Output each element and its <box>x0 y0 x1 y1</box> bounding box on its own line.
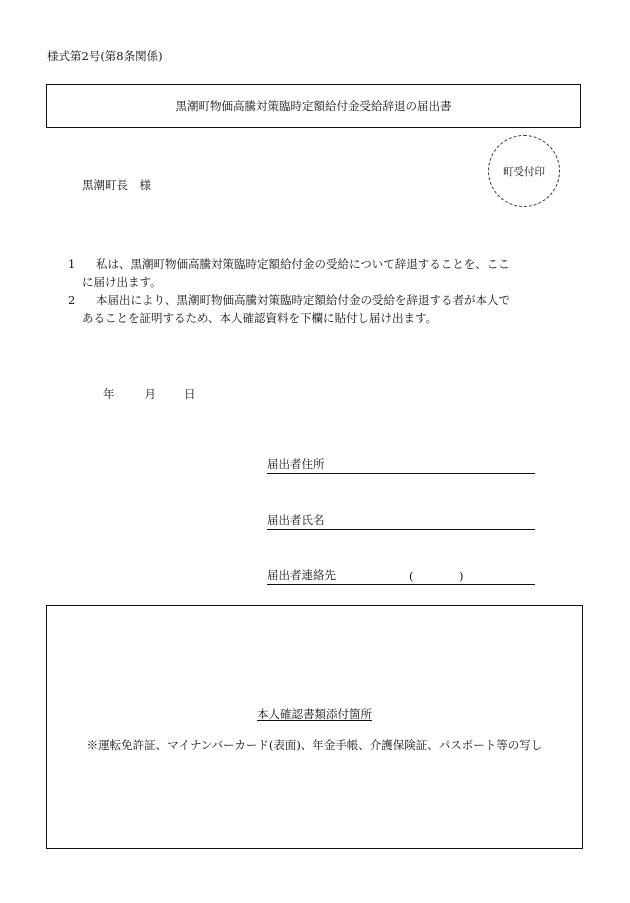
addressee: 黒潮町長 様 <box>82 178 151 192</box>
clause-1 <box>68 255 538 291</box>
date-year-label: 年 <box>103 387 115 401</box>
clause-text-line: に届け出ます。 <box>82 275 162 289</box>
address-field[interactable] <box>267 458 535 474</box>
contact-label: 届出者連絡先 <box>267 568 336 582</box>
clause-number: 2 <box>68 293 76 307</box>
clause-text-line: 私は、黒潮町物価高騰対策臨時定額給付金の受給について辞退することを、ここ <box>96 257 510 271</box>
clause-2 <box>68 291 538 327</box>
reception-stamp-circle <box>488 135 560 207</box>
id-section-note: ※運転免許証、マイナンバーカード(表面)、年金手帳、介護保険証、パスポート等の写し <box>86 738 543 752</box>
clause-text-line: 本届出により、黒潮町物価高騰対策臨時定額給付金の受給を辞退する者が本人で <box>96 293 510 307</box>
form-number: 様式第2号(第8条関係) <box>47 49 163 63</box>
name-field[interactable] <box>267 514 535 530</box>
name-label: 届出者氏名 <box>267 513 325 527</box>
clause-number: 1 <box>68 257 76 271</box>
date-month-label: 月 <box>144 387 156 401</box>
contact-paren-close: ) <box>459 569 464 583</box>
document-title-box <box>46 84 581 128</box>
contact-field[interactable] <box>267 569 535 585</box>
clause-text-line: あることを証明するため、本人確認資料を下欄に貼付し届け出ます。 <box>82 311 438 325</box>
reception-stamp-label: 町受付印 <box>503 165 545 178</box>
id-section-title: 本人確認書類添付箇所 <box>257 707 372 721</box>
address-label: 届出者住所 <box>267 457 325 471</box>
date-day-label: 日 <box>184 387 196 401</box>
document-title: 黒潮町物価高騰対策臨時定額給付金受給辞退の届出書 <box>175 99 452 113</box>
id-document-attachment-box <box>46 605 583 849</box>
date-line <box>103 386 196 402</box>
contact-paren-open: ( <box>409 569 414 583</box>
